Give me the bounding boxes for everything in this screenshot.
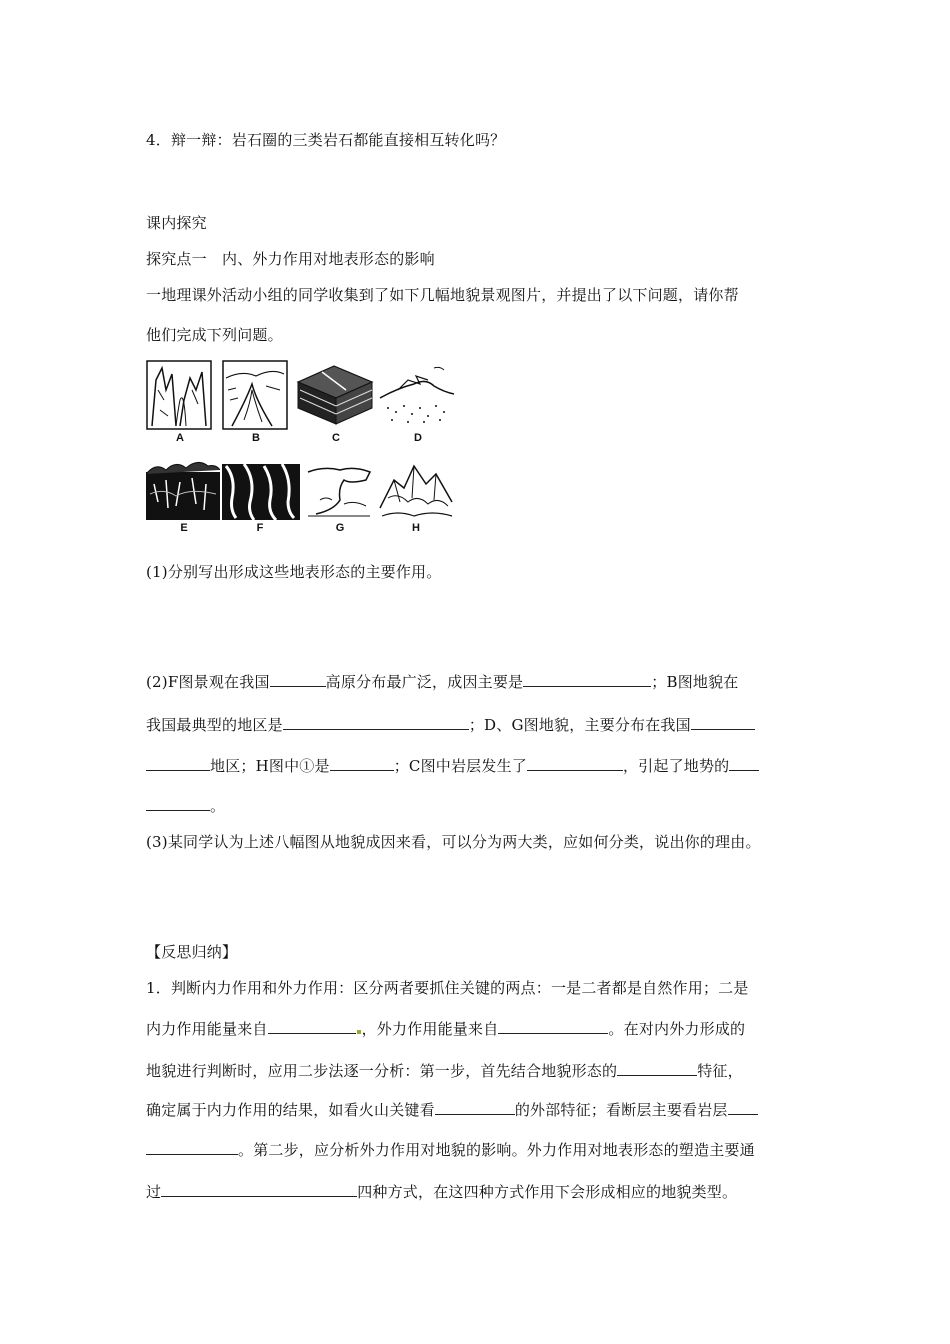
answer-blank[interactable] (146, 796, 210, 811)
reflection-line-2: 内力作用能量来自 ，外力作用能量来自 。在对内外力形成的 (146, 1020, 746, 1038)
answer-blank[interactable] (146, 756, 210, 771)
marker-dot (357, 1030, 361, 1034)
landform-image-d (378, 362, 456, 428)
question-part-2-line-3: 地区；H图中①是 ；C图中岩层发生了 ，引起了地势的 (146, 756, 759, 776)
question-part-1: (1)分别写出形成这些地表形态的主要作用。 (146, 563, 442, 581)
figure-label-e: E (180, 522, 188, 534)
intro-line-2: 他们完成下列问题。 (146, 326, 283, 344)
landform-image-f (222, 458, 300, 520)
landform-figure-grid (146, 360, 456, 540)
answer-blank[interactable] (523, 672, 651, 687)
reflection-title: 【反思归纳】 (146, 943, 238, 961)
inquiry-title: 探究点一 内、外力作用对地表形态的影响 (146, 250, 435, 268)
landform-image-c (294, 362, 374, 430)
figure-label-h: H (412, 522, 420, 534)
answer-blank[interactable] (728, 1100, 758, 1115)
landform-image-a (146, 360, 212, 430)
answer-blank[interactable] (498, 1019, 608, 1034)
answer-blank[interactable] (691, 715, 755, 730)
question-part-3: (3)某同学认为上述八幅图从地貌成因来看，可以分为两大类，应如何分类，说出你的理由。 (146, 833, 761, 851)
answer-blank[interactable] (268, 1019, 356, 1034)
answer-blank[interactable] (435, 1100, 515, 1115)
question-part-2-line-1: (2)F图景观在我国 高原分布最广泛，成因主要是 ；B图地貌在 (146, 673, 739, 691)
answer-blank[interactable] (527, 756, 623, 771)
intro-line-1: 一地理课外活动小组的同学收集到了如下几幅地貌景观图片，并提出了以下问题，请你帮 (146, 286, 739, 304)
section-title: 课内探究 (146, 214, 207, 232)
figure-label-a: A (176, 432, 184, 444)
question-4: 4．辩一辩：岩石圈的三类岩石都能直接相互转化吗？ (146, 131, 506, 149)
figure-label-c: C (332, 432, 340, 444)
answer-blank[interactable] (330, 756, 394, 771)
reflection-line-3: 地貌进行判断时，应用二步法逐一分析：第一步，首先结合地貌形态的 特征， (146, 1062, 743, 1080)
answer-blank[interactable] (729, 756, 759, 771)
figure-label-g: G (335, 522, 345, 534)
figure-label-b: B (252, 432, 260, 444)
figure-label-f: F (256, 522, 264, 534)
reflection-line-4: 确定属于内力作用的结果，如看火山关键看 的外部特征；看断层主要看岩层 (146, 1100, 758, 1120)
answer-blank[interactable] (617, 1061, 697, 1076)
answer-blank[interactable] (270, 672, 326, 687)
landform-image-b (222, 360, 288, 430)
question-part-2-line-4: 。 (146, 796, 225, 816)
answer-blank[interactable] (161, 1182, 357, 1197)
reflection-line-6: 过 四种方式，在这四种方式作用下会形成相应的地貌类型。 (146, 1183, 738, 1201)
landform-image-e (146, 458, 220, 520)
landform-image-h (378, 458, 454, 520)
figure-label-d: D (414, 432, 422, 444)
landform-image-g (304, 460, 374, 520)
reflection-line-5: 。第二步，应分析外力作用对地貌的影响。外力作用对地表形态的塑造主要通 (146, 1140, 755, 1160)
reflection-line-1: 1．判断内力作用和外力作用：区分两者要抓住关键的两点：一是二者都是自然作用；二是 (146, 979, 749, 997)
answer-blank[interactable] (146, 1140, 238, 1155)
answer-blank[interactable] (283, 715, 469, 730)
question-part-2-line-2: 我国最典型的地区是 ；D、G图地貌，主要分布在我国 (146, 715, 755, 735)
